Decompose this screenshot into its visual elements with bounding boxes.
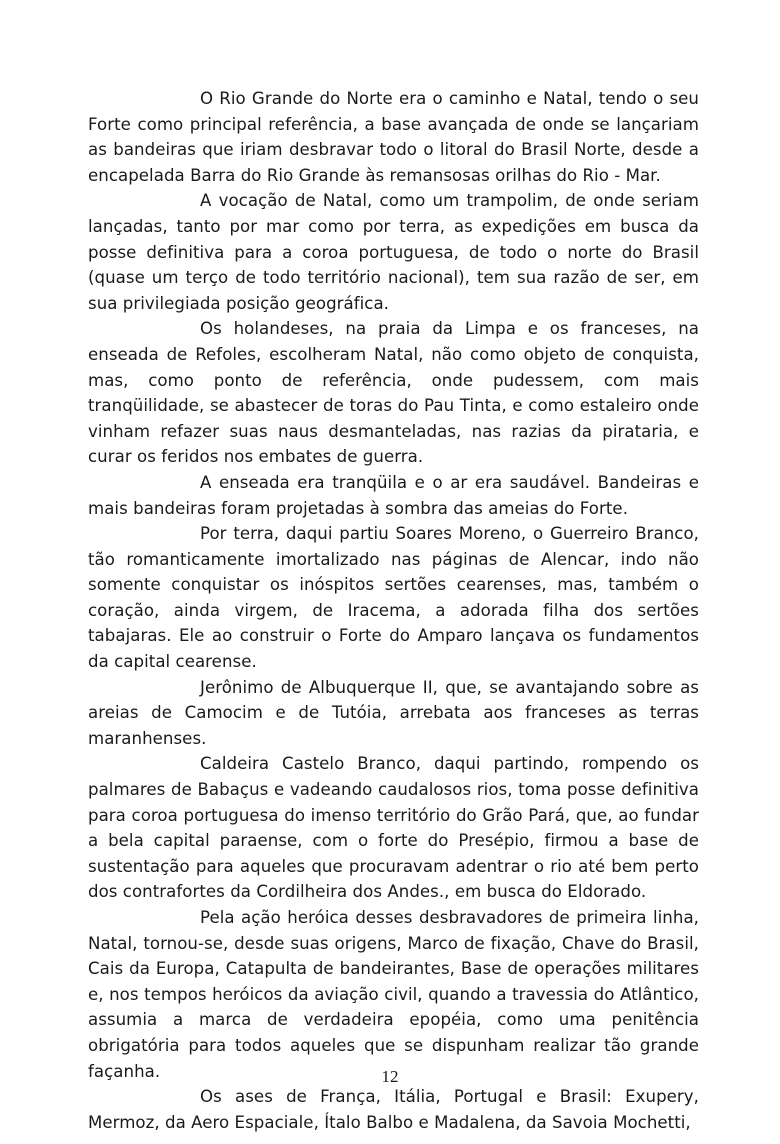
- paragraph: Os holandeses, na praia da Limpa e os franceses, na enseada de Refoles, escolheram Natal, não como objeto de conquista, mas, como ponto de referência, onde pudessem, com mais tranqüilidade, se abastecer de toras do Pau Tinta, e como estaleiro onde vinham refazer suas naus desmanteladas, nas razias da pirataria, e curar os feridos nos embates de guerra.: [88, 319, 699, 467]
- paragraph: Os ases de França, Itália, Portugal e Brasil: Exupery, Mermoz, da Aero Espaciale, Ítalo Balbo e Madalena, da Savoia Mochetti,: [88, 1087, 699, 1132]
- paragraph: A enseada era tranqüila e o ar era saudável. Bandeiras e mais bandeiras foram projetadas à sombra das ameias do Forte.: [88, 472, 699, 518]
- body-text: [88, 86, 699, 1135]
- paragraph: Por terra, daqui partiu Soares Moreno, o Guerreiro Branco, tão romanticamente imortalizado nas páginas de Alencar, indo não somente conquistar os inóspitos sertões cearenses, mas, também o coração, ainda virgem, de Iracema, a adorada filha dos sertões tabajaras. Ele ao construir o Forte do Amparo lançava os fundamentos da capital cearense.: [88, 524, 699, 672]
- paragraph: Caldeira Castelo Branco, daqui partindo, rompendo os palmares de Babaçus e vadeando caudalosos rios, toma posse definitiva para coroa portuguesa do imenso território do Grão Pará, que, ao fundar a bela capital paraense, com o forte do Presépio, firmou a base de sustentação para aqueles que procuravam adentrar o rio até bem perto dos contrafortes da Cordilheira dos Andes., em busca do Eldorado.: [88, 754, 699, 902]
- page-number: 12: [381, 1067, 399, 1086]
- paragraph: Jerônimo de Albuquerque II, que, se avantajando sobre as areias de Camocim e de Tutóia, arrebata aos franceses as terras maranhenses.: [88, 677, 699, 748]
- paragraph: A vocação de Natal, como um trampolim, de onde seriam lançadas, tanto por mar como por terra, as expedições em busca da posse definitiva para a coroa portuguesa, de todo o norte do Brasil (quase um terço de todo território nacional), tem sua razão de ser, em sua privilegiada posição geográfica.: [88, 191, 699, 313]
- paragraph: O Rio Grande do Norte era o caminho e Natal, tendo o seu Forte como principal referência, a base avançada de onde se lançariam as bandeiras que iriam desbravar todo o litoral do Brasil Norte, desde a encapelada Barra do Rio Grande às remansosas orilhas do Rio - Mar.: [88, 89, 699, 185]
- paragraph: Pela ação heróica desses desbravadores de primeira linha, Natal, tornou-se, desde suas origens, Marco de fixação, Chave do Brasil, Cais da Europa, Catapulta de bandeirantes, Base de operações militares e, nos tempos heróicos da aviação civil, quando a travessia do Atlântico, assumia a marca de verdadeira epopéia, como uma penitência obrigatória para todos aqueles que se dispunham realizar tão grande façanha.: [88, 908, 699, 1081]
